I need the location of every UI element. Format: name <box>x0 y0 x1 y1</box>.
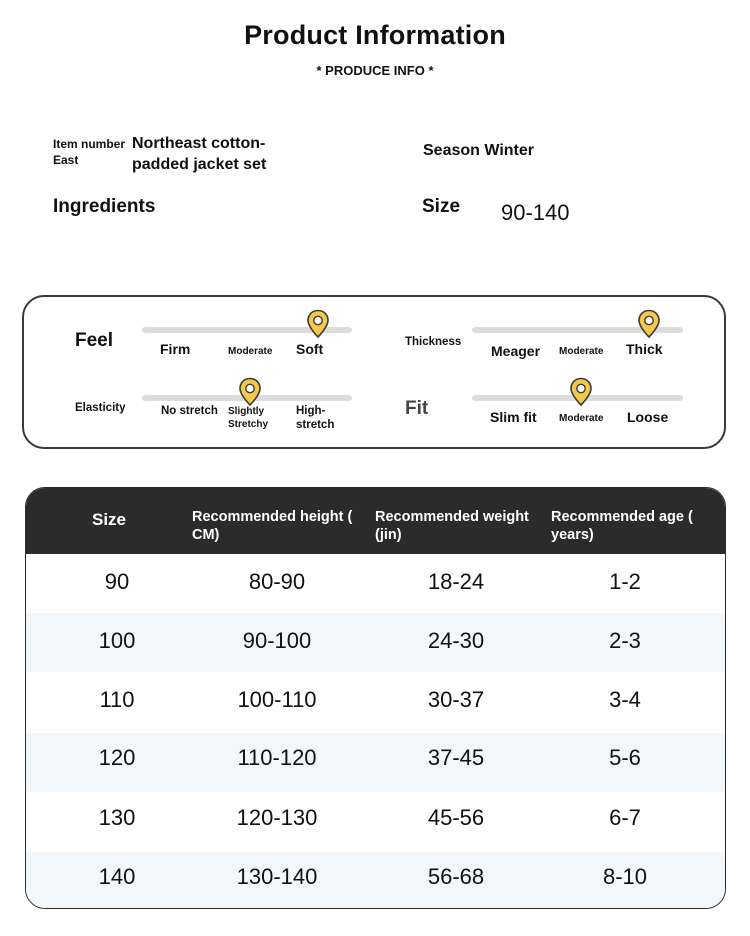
cell-age: 2-3 <box>609 628 641 653</box>
table-row <box>26 613 725 672</box>
size-table <box>25 487 726 909</box>
fit-option-moderate: Moderate <box>559 413 604 424</box>
cell-age: 5-6 <box>609 745 641 770</box>
elasticity-option-high-stretch: High-stretch <box>296 405 335 431</box>
cell-height: 110-120 <box>237 745 317 770</box>
size-label: Size <box>422 196 461 217</box>
cell-weight: 37-45 <box>427 745 485 770</box>
thickness-label: Thickness <box>405 336 462 348</box>
cell-weight: 24-30 <box>427 628 485 653</box>
cell-size: 110 <box>99 687 135 712</box>
elasticity-option-no-stretch: No stretch <box>161 405 218 417</box>
thickness-option-moderate: Moderate <box>559 346 604 357</box>
feel-option-soft: Soft <box>296 341 324 357</box>
header-size: Size <box>92 510 127 529</box>
cell-age: 8-10 <box>602 864 648 889</box>
cell-height: 80-90 <box>248 569 306 594</box>
fit-option-slim-fit: Slim fit <box>490 409 537 425</box>
cell-weight: 30-37 <box>427 687 485 712</box>
elasticity-marker-icon <box>238 377 262 407</box>
feel-option-firm: Firm <box>160 341 191 357</box>
cell-weight: 56-68 <box>427 864 485 889</box>
page-title: Product Information <box>244 20 506 50</box>
header-weight: Recommended weight (jin) <box>375 509 529 543</box>
thickness-option-thick: Thick <box>626 341 663 357</box>
fit-label: Fit <box>405 398 429 419</box>
table-row <box>26 793 725 852</box>
cell-weight: 18-24 <box>427 569 485 594</box>
feel-option-moderate: Moderate <box>228 346 273 357</box>
cell-age: 6-7 <box>609 805 641 830</box>
cell-size: 140 <box>98 864 136 889</box>
size-value: 90-140 <box>501 200 570 225</box>
cell-age: 3-4 <box>609 687 641 712</box>
thickness-option-meager: Meager <box>491 343 541 359</box>
fit-option-loose: Loose <box>627 409 669 425</box>
item-number-value: Northeast cotton-padded jacket set <box>132 135 267 173</box>
page-subtitle: * PRODUCE INFO * <box>316 63 434 78</box>
fit-marker-icon <box>569 377 593 407</box>
thickness-marker-icon <box>637 309 661 339</box>
feel-label: Feel <box>75 330 114 351</box>
cell-size: 130 <box>98 805 136 830</box>
cell-height: 120-130 <box>236 805 318 830</box>
elasticity-label: Elasticity <box>75 402 126 414</box>
ingredients-label: Ingredients <box>53 196 156 217</box>
cell-height: 90-100 <box>242 628 312 653</box>
header-height: Recommended height ( CM) <box>192 509 353 543</box>
feel-marker-icon <box>306 309 330 339</box>
cell-size: 100 <box>98 628 136 653</box>
table-row <box>26 554 725 613</box>
table-row <box>26 733 725 792</box>
elasticity-option-slightly-stretchy: Slightly Stretchy <box>228 406 269 430</box>
cell-height: 130-140 <box>236 864 318 889</box>
cell-size: 120 <box>98 745 136 770</box>
properties-panel <box>22 295 726 449</box>
cell-height: 100-110 <box>237 687 317 712</box>
cell-size: 90 <box>104 569 130 594</box>
table-row <box>26 673 725 732</box>
table-row <box>26 852 725 909</box>
cell-age: 1-2 <box>609 569 641 594</box>
cell-weight: 45-56 <box>427 805 485 830</box>
table-header <box>26 488 725 554</box>
season-info: Season Winter <box>423 142 534 159</box>
header-age: Recommended age ( years) <box>551 509 693 543</box>
item-number-label: Item number East <box>53 137 126 167</box>
